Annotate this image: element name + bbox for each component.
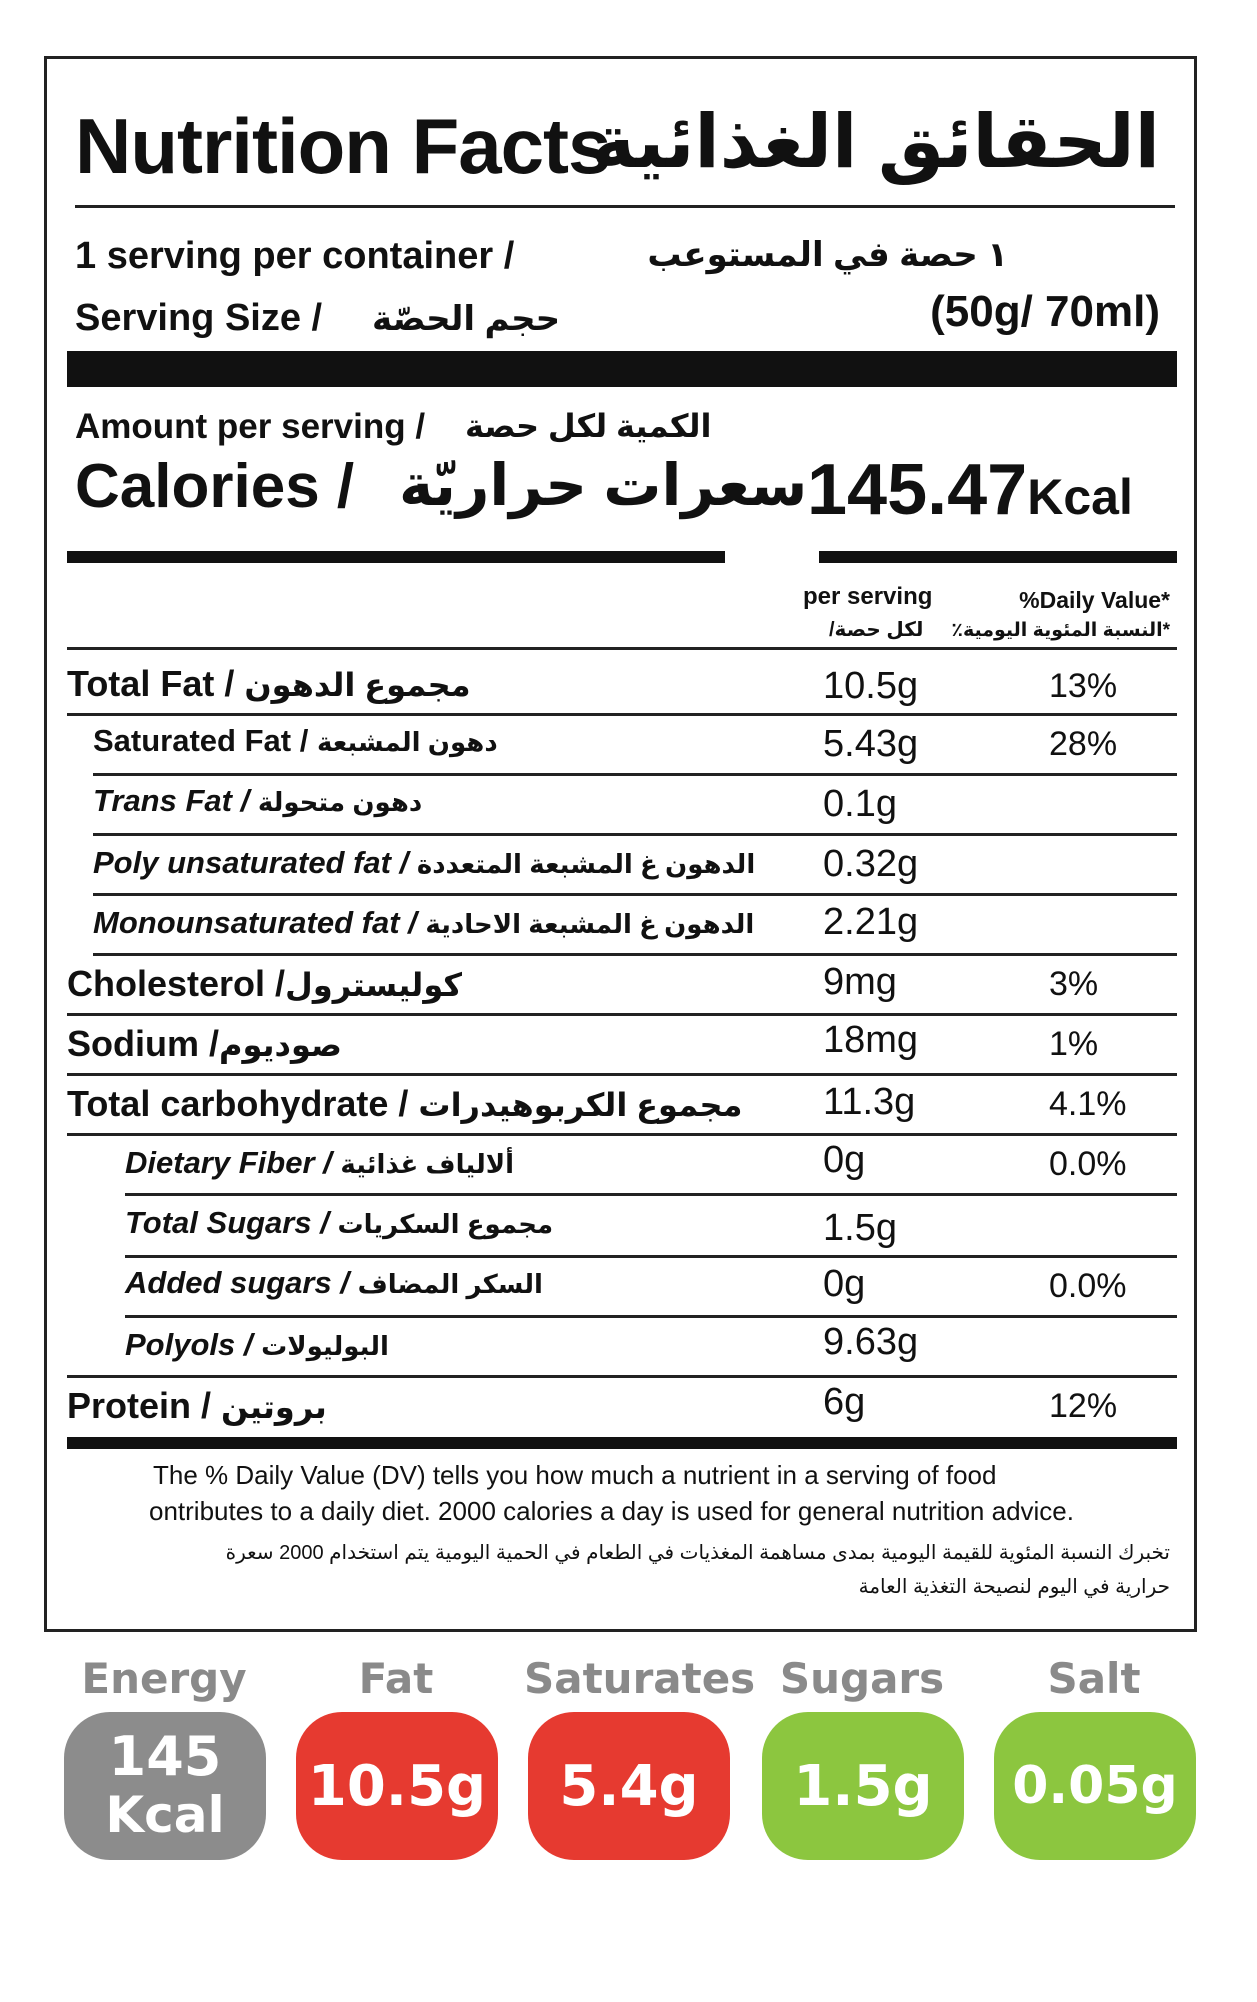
nutrient-label-en: Cholesterol / bbox=[67, 963, 286, 1004]
nutrient-label-ar: صوديوم bbox=[219, 1027, 342, 1063]
nutrient-label-ar: دهون المشبعة bbox=[316, 727, 498, 757]
thick-divider-bottom bbox=[67, 1437, 1177, 1449]
row-divider bbox=[125, 1315, 1177, 1318]
per-serving-header-ar: لكل حصة/ bbox=[829, 619, 924, 641]
nutrient-label-ar: مجموع السكريات bbox=[337, 1209, 554, 1239]
nutrient-label-saturated-fat bbox=[93, 723, 498, 759]
saturates-label: Saturates bbox=[524, 1654, 756, 1703]
calories-underline-left bbox=[67, 551, 725, 563]
nutrient-label-polyols bbox=[125, 1327, 389, 1363]
row-divider bbox=[93, 773, 1177, 776]
nutrient-dv-saturated-fat: 28% bbox=[1049, 725, 1118, 763]
nutrient-value-total-carbohydrate: 11.3g bbox=[823, 1081, 916, 1123]
footnote-en-line2: ontributes to a daily diet. 2000 calories a day is used for general nutrition advice. bbox=[149, 1496, 1074, 1526]
nutrient-label-en: Saturated Fat / bbox=[93, 723, 309, 758]
nutrient-dv-added-sugars: 0.0% bbox=[1049, 1267, 1127, 1305]
nutrient-label-en: Polyols / bbox=[125, 1327, 253, 1362]
daily-value-header-ar: *النسبة المئوية اليومية٪ bbox=[951, 620, 1170, 641]
nutrient-label-ar: مجموع الدهون bbox=[244, 667, 471, 703]
calories-label-ar: سعرات حراريّة bbox=[399, 453, 808, 518]
per-serving-header-en: per serving bbox=[803, 583, 933, 610]
row-divider bbox=[67, 1073, 1177, 1076]
nutrient-value-polyols: 9.63g bbox=[823, 1321, 919, 1363]
nutrient-label-en: Total Sugars / bbox=[125, 1205, 329, 1240]
nutrient-label-ar: البوليولات bbox=[261, 1331, 389, 1361]
calories-value bbox=[807, 449, 1133, 531]
energy-label: Energy bbox=[81, 1654, 247, 1703]
energy-badge bbox=[64, 1712, 266, 1860]
salt-label: Salt bbox=[1047, 1654, 1141, 1703]
title-divider bbox=[75, 205, 1175, 208]
daily-value-header-en: %Daily Value* bbox=[1019, 587, 1170, 613]
nutrient-label-en: Added sugars / bbox=[125, 1265, 349, 1300]
fat-badge-value: 10.5g bbox=[307, 1753, 487, 1819]
nutrient-dv-dietary-fiber: 0.0% bbox=[1049, 1145, 1127, 1183]
nutrient-label-en: Dietary Fiber / bbox=[125, 1145, 332, 1180]
nutrient-value-total-fat: 10.5g bbox=[823, 665, 919, 707]
nutrient-label-polyunsaturated-fat bbox=[93, 845, 755, 881]
nutrient-value-monounsaturated-fat: 2.21g bbox=[823, 901, 919, 943]
title-english: Nutrition Facts bbox=[75, 102, 611, 190]
row-divider bbox=[93, 953, 1177, 956]
nutrient-label-added-sugars bbox=[125, 1265, 543, 1301]
saturates-badge-value: 5.4g bbox=[559, 1753, 699, 1819]
header-divider bbox=[67, 647, 1177, 650]
nutrient-value-added-sugars: 0g bbox=[823, 1263, 866, 1305]
nutrient-label-en: Monounsaturated fat / bbox=[93, 905, 417, 940]
salt-badge bbox=[994, 1712, 1196, 1860]
nutrient-label-ar: كوليسترول bbox=[285, 967, 462, 1003]
servings-per-container-ar: ١ حصة في المستوعب bbox=[647, 236, 1008, 274]
footnote-en-line1: The % Daily Value (DV) tells you how much a nutrient in a serving of food bbox=[153, 1460, 997, 1490]
nutrient-value-trans-fat: 0.1g bbox=[823, 783, 897, 825]
nutrient-value-polyunsaturated-fat: 0.32g bbox=[823, 843, 919, 885]
nutrient-label-total-fat bbox=[67, 663, 471, 705]
nutrient-label-ar: الدهون غ المشبعة الاحادية bbox=[425, 909, 755, 939]
serving-size-en: Serving Size / bbox=[75, 297, 323, 339]
amount-per-serving-en: Amount per serving / bbox=[75, 407, 426, 446]
nutrient-label-ar: دهون متحولة bbox=[257, 787, 423, 817]
nutrient-label-total-sugars bbox=[125, 1205, 553, 1241]
nutrient-dv-total-fat: 13% bbox=[1049, 667, 1118, 705]
footnote-ar-line2: حرارية في اليوم لنصيحة التغذية العامة bbox=[858, 1576, 1170, 1598]
nutrient-value-dietary-fiber: 0g bbox=[823, 1139, 866, 1181]
calories-label-en: Calories / bbox=[75, 452, 355, 521]
nutrient-label-en: Total carbohydrate / bbox=[67, 1083, 409, 1124]
nutrient-label-en: Total Fat / bbox=[67, 663, 235, 704]
sugars-badge-value: 1.5g bbox=[793, 1753, 933, 1819]
nutrient-dv-cholesterol: 3% bbox=[1049, 965, 1099, 1003]
thick-divider-top bbox=[67, 351, 1177, 387]
nutrient-label-ar: ألالياف غذائية bbox=[340, 1149, 515, 1179]
nutrient-value-sodium: 18mg bbox=[823, 1019, 919, 1061]
nutrient-value-cholesterol: 9mg bbox=[823, 961, 897, 1003]
nutrient-value-total-sugars: 1.5g bbox=[823, 1207, 897, 1249]
row-divider bbox=[67, 1375, 1177, 1378]
salt-badge-value: 0.05g bbox=[1012, 1756, 1178, 1816]
row-divider bbox=[67, 1013, 1177, 1016]
nutrient-label-ar: مجموع الكربوهيدرات bbox=[418, 1087, 743, 1123]
nutrient-label-en: Sodium / bbox=[67, 1023, 219, 1064]
nutrient-value-protein: 6g bbox=[823, 1381, 866, 1423]
nutrient-label-ar: الدهون غ المشبعة المتعددة bbox=[416, 849, 756, 879]
nutrient-label-en: Trans Fat / bbox=[93, 783, 250, 818]
nutrient-label-dietary-fiber bbox=[125, 1145, 514, 1181]
nutrient-label-monounsaturated-fat bbox=[93, 905, 754, 941]
energy-badge-unit: Kcal bbox=[105, 1786, 225, 1844]
nutrient-label-cholesterol bbox=[67, 963, 462, 1005]
nutrient-label-en: Protein / bbox=[67, 1385, 212, 1426]
energy-badge-value: 145 bbox=[108, 1725, 222, 1788]
serving-size-value: (50g/ 70ml) bbox=[930, 287, 1160, 336]
nutrient-dv-sodium: 1% bbox=[1049, 1025, 1099, 1063]
calories-underline-right bbox=[819, 551, 1177, 563]
sugars-label: Sugars bbox=[779, 1654, 945, 1703]
fat-badge bbox=[296, 1712, 498, 1860]
row-divider bbox=[67, 713, 1177, 716]
nutrient-label-trans-fat bbox=[93, 783, 422, 819]
nutrient-dv-protein: 12% bbox=[1049, 1387, 1118, 1425]
servings-per-container-en: 1 serving per container / bbox=[75, 235, 515, 277]
title-arabic: الحقائق الغذائية bbox=[591, 100, 1160, 183]
saturates-badge bbox=[528, 1712, 730, 1860]
row-divider bbox=[125, 1193, 1177, 1196]
row-divider bbox=[93, 833, 1177, 836]
nutrient-label-total-carbohydrate bbox=[67, 1083, 742, 1125]
calories-unit: Kcal bbox=[1027, 469, 1133, 525]
row-divider bbox=[67, 1133, 1177, 1136]
nutrient-label-sodium bbox=[67, 1023, 342, 1065]
nutrient-label-ar: بروتين bbox=[221, 1389, 327, 1425]
row-divider bbox=[125, 1255, 1177, 1258]
nutrient-dv-total-carbohydrate: 4.1% bbox=[1049, 1085, 1127, 1123]
nutrient-label-ar: السكر المضاف bbox=[357, 1269, 543, 1299]
calories-number: 145.47 bbox=[807, 450, 1028, 530]
nutrient-label-protein bbox=[67, 1385, 327, 1427]
nutrient-label-en: Poly unsaturated fat / bbox=[93, 845, 409, 880]
row-divider bbox=[93, 893, 1177, 896]
sugars-badge bbox=[762, 1712, 964, 1860]
amount-per-serving-ar: الكمية لكل حصة bbox=[465, 408, 712, 444]
fat-label: Fat bbox=[358, 1654, 434, 1703]
serving-size-ar: حجم الحصّة bbox=[372, 300, 561, 338]
nutrition-facts-panel bbox=[44, 56, 1197, 1632]
nutrient-value-saturated-fat: 5.43g bbox=[823, 723, 919, 765]
footnote-ar-line1: تخبرك النسبة المئوية للقيمة اليومية بمدى مساهمة المغذيات في الطعام في الحمية اليومية يتم استخدام 2000 سعرة bbox=[225, 1542, 1170, 1564]
